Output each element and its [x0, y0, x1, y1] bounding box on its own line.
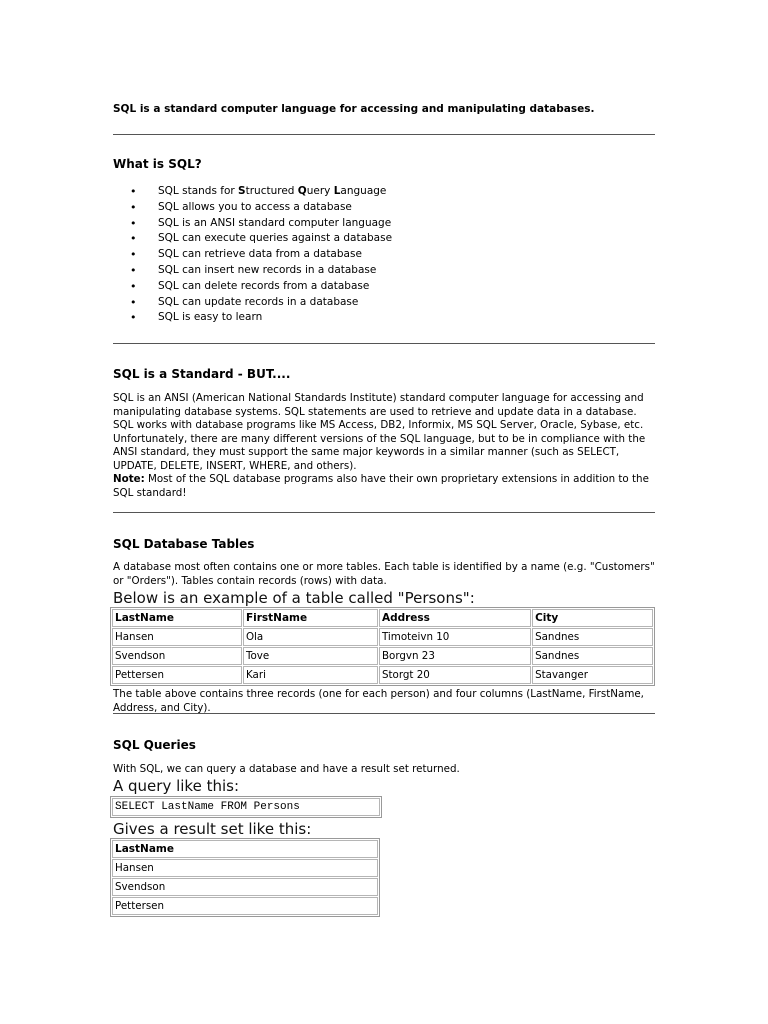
database-tables-text: A database most often contains one or more tables. Each table is identified by a name (e.g. "Customers" or "Orders"). Tables contain records (rows) with data.	[113, 561, 655, 587]
column-header: LastName	[112, 609, 242, 627]
sql-queries-text: With SQL, we can query a database and have a result set returned.	[113, 763, 460, 775]
what-is-sql-list	[113, 184, 392, 326]
divider	[113, 343, 655, 344]
query-code-box	[110, 796, 382, 818]
table-cell: Timoteivn 10	[379, 628, 531, 646]
list-item: • SQL is an ANSI standard computer language	[113, 216, 392, 232]
table-cell: Kari	[243, 666, 378, 684]
table-description: The table above contains three records (one for each person) and four columns (LastName, FirstName, Address, and City).	[113, 688, 644, 714]
persons-table	[110, 607, 655, 686]
table-row	[112, 666, 653, 684]
example-caption: Below is an example of a table called "Persons":	[113, 589, 475, 607]
standard-paragraph-2: Unfortunately, there are many different versions of the SQL language, but to be in compliance with the ANSI standard, they must support the same major keywords in a similar manner (such as SELECT, UPDATE, DELETE, INSERT, WHERE, and others).	[113, 432, 646, 472]
sql-standard-text	[113, 392, 658, 500]
result-caption: Gives a result set like this:	[113, 820, 312, 838]
table-row	[112, 647, 653, 665]
table-cell: Stavanger	[532, 666, 653, 684]
query-code: SELECT LastName FROM Persons	[112, 798, 380, 816]
table-row	[112, 628, 653, 646]
standard-note	[113, 473, 658, 500]
column-header: LastName	[112, 840, 378, 858]
note-text: Most of the SQL database programs also have their own proprietary extensions in addition to the SQL standard!	[113, 473, 649, 499]
table-row	[112, 859, 378, 877]
divider	[113, 134, 655, 135]
list-item: • SQL can insert new records in a database	[113, 263, 392, 279]
divider	[113, 713, 655, 714]
table-cell: Hansen	[112, 628, 242, 646]
column-header: Address	[379, 609, 531, 627]
table-row	[112, 878, 378, 896]
table-header-row	[112, 609, 653, 627]
standard-paragraph-1: SQL is an ANSI (American National Standards Institute) standard computer language for accessing and manipulating database systems. SQL statements are used to retrieve and update data in a database. SQL works with database programs like MS Access, DB2, Informix, MS SQL Server, Oracle, Sybase, etc.	[113, 392, 644, 431]
table-cell: Pettersen	[112, 666, 242, 684]
table-cell: Borgvn 23	[379, 647, 531, 665]
table-cell: Sandnes	[532, 628, 653, 646]
what-is-sql-heading: What is SQL?	[113, 157, 202, 171]
divider	[113, 512, 655, 513]
list-item: • SQL can update records in a database	[113, 295, 392, 311]
table-cell: Tove	[243, 647, 378, 665]
list-item: • SQL can execute queries against a database	[113, 231, 392, 247]
list-item: • SQL stands for Structured Query Language	[113, 184, 392, 200]
sql-standard-heading: SQL is a Standard - BUT....	[113, 367, 291, 381]
table-cell: Ola	[243, 628, 378, 646]
intro-text: SQL is a standard computer language for accessing and manipulating databases.	[113, 103, 595, 115]
column-header: FirstName	[243, 609, 378, 627]
table-cell: Svendson	[112, 647, 242, 665]
table-cell: Sandnes	[532, 647, 653, 665]
note-label: Note:	[113, 473, 145, 485]
table-cell: Pettersen	[112, 897, 378, 915]
table-cell: Hansen	[112, 859, 378, 877]
sql-queries-heading: SQL Queries	[113, 738, 196, 752]
table-cell: Storgt 20	[379, 666, 531, 684]
list-item: • SQL can retrieve data from a database	[113, 247, 392, 263]
database-tables-heading: SQL Database Tables	[113, 537, 255, 551]
list-item: • SQL allows you to access a database	[113, 200, 392, 216]
column-header: City	[532, 609, 653, 627]
list-item: • SQL is easy to learn	[113, 310, 392, 326]
table-header-row	[112, 840, 378, 858]
result-set-table	[110, 838, 380, 917]
query-caption: A query like this:	[113, 777, 240, 795]
table-cell: Svendson	[112, 878, 378, 896]
table-row	[112, 897, 378, 915]
list-item: • SQL can delete records from a database	[113, 279, 392, 295]
